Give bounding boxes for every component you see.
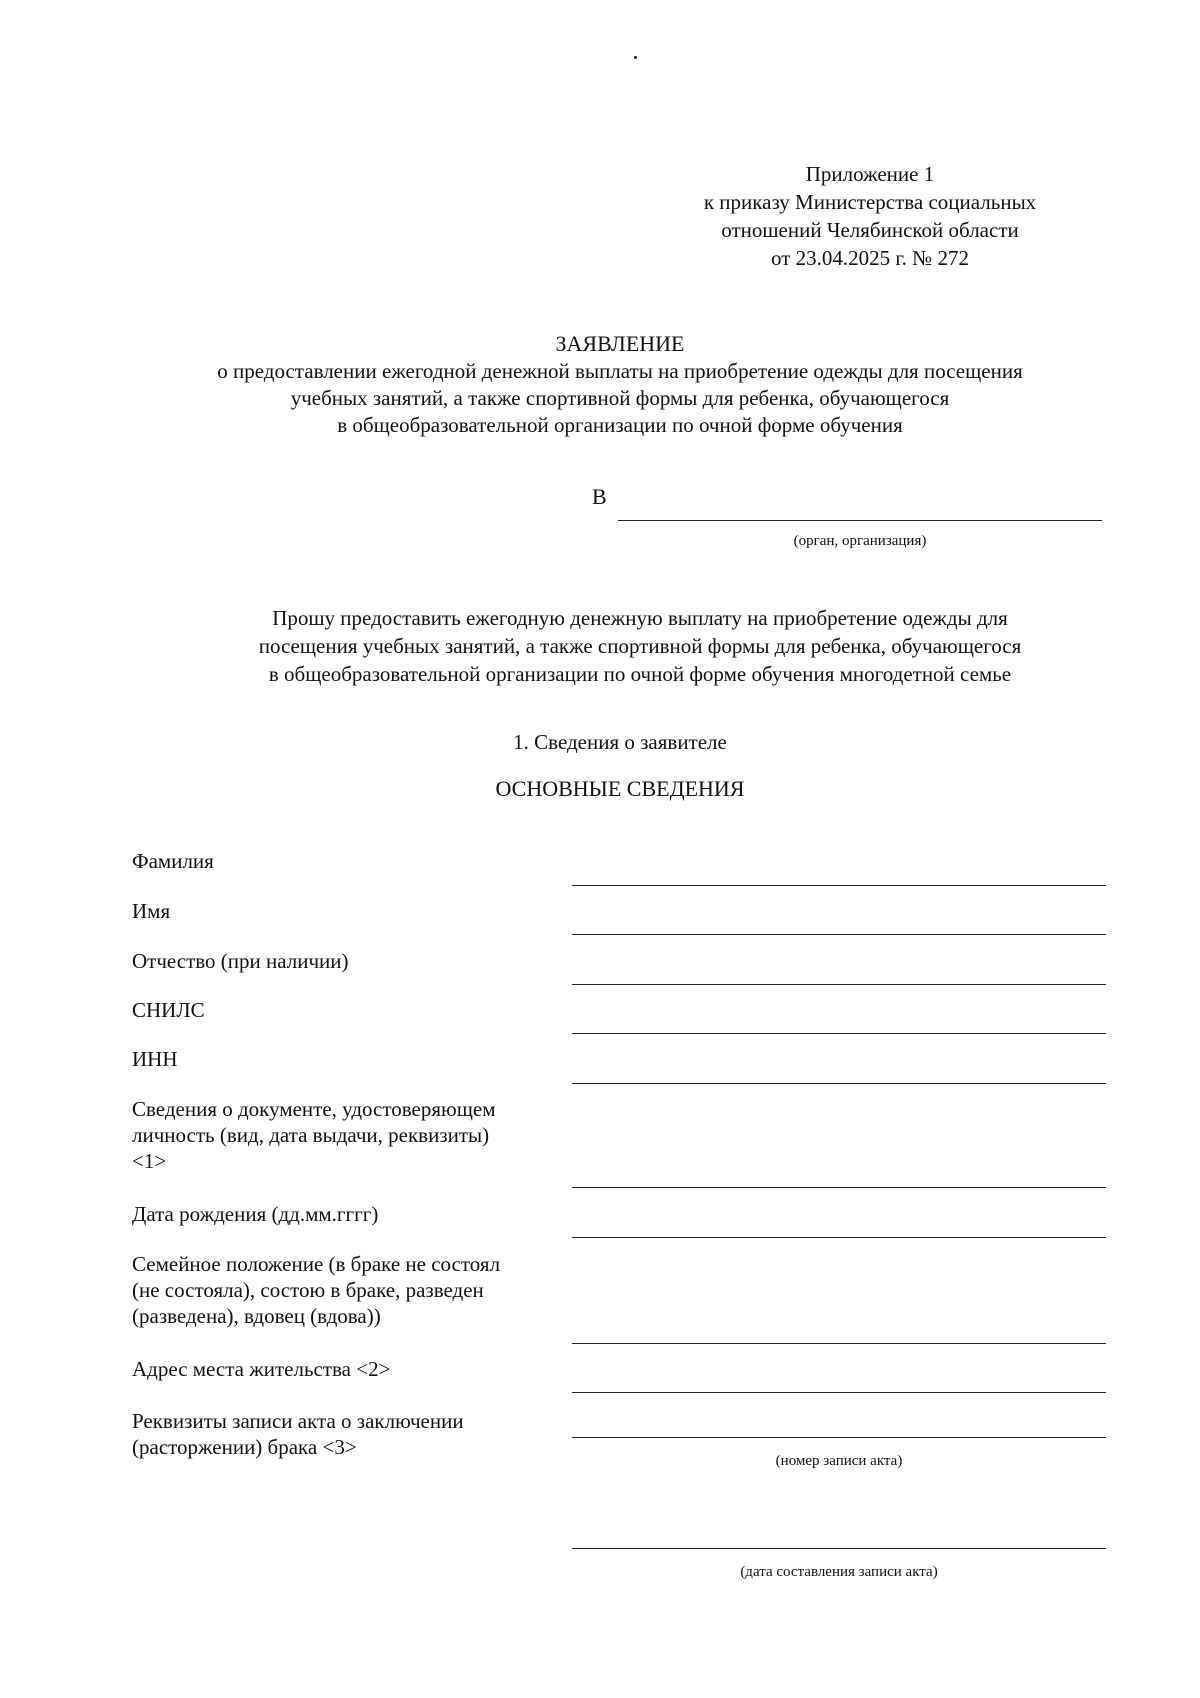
name-label: Имя bbox=[132, 899, 171, 923]
request-line-2: посещения учебных занятий, а также спортивной формы для ребенка, обучающегося bbox=[258, 634, 1022, 658]
patronymic-field[interactable] bbox=[572, 984, 1106, 985]
record-number-caption: (номер записи акта) bbox=[775, 1453, 903, 1469]
address-label: Адрес места жительства <2> bbox=[132, 1357, 391, 1381]
id-document-label-line-2: личность (вид, дата выдачи, реквизиты) bbox=[132, 1123, 490, 1147]
marital-status-label bbox=[132, 1251, 572, 1329]
recipient-field[interactable] bbox=[618, 520, 1102, 521]
marriage-record-label bbox=[132, 1408, 572, 1460]
marital-status-label-line-3: (разведена), вдовец (вдова)) bbox=[132, 1304, 381, 1328]
snils-field[interactable] bbox=[572, 1033, 1106, 1034]
marital-status-label-line-1: Семейное положение (в браке не состоял bbox=[132, 1252, 501, 1276]
request-line-1: Прошу предоставить ежегодную денежную выплату на приобретение одежды для bbox=[272, 606, 1008, 630]
request-text bbox=[120, 604, 1160, 688]
name-field[interactable] bbox=[572, 934, 1106, 935]
section-subtitle: ОСНОВНЫЕ СВЕДЕНИЯ bbox=[495, 776, 745, 801]
appendix-line-3: отношений Челябинской области bbox=[721, 218, 1019, 242]
appendix-line-4: от 23.04.2025 г. № 272 bbox=[771, 246, 969, 270]
record-number-field[interactable] bbox=[572, 1437, 1106, 1438]
document-title: ЗАЯВЛЕНИЕ bbox=[555, 331, 685, 356]
record-date-caption: (дата составления записи акта) bbox=[740, 1564, 938, 1580]
appendix-line-2: к приказу Министерства социальных bbox=[703, 190, 1037, 214]
id-document-field[interactable] bbox=[572, 1187, 1106, 1188]
marital-status-label-line-2: (не состояла), состою в браке, разведен bbox=[132, 1278, 484, 1302]
record-date-field[interactable] bbox=[572, 1548, 1106, 1549]
patronymic-label: Отчество (при наличии) bbox=[132, 949, 349, 973]
birth-date-label: Дата рождения (дд.мм.гггг) bbox=[132, 1202, 379, 1226]
address-field[interactable] bbox=[572, 1392, 1106, 1393]
request-line-3: в общеобразовательной организации по очной форме обучения многодетной семье bbox=[268, 662, 1012, 686]
inn-label: ИНН bbox=[132, 1047, 178, 1071]
marriage-record-label-line-1: Реквизиты записи акта о заключении bbox=[132, 1409, 464, 1433]
id-document-label-line-1: Сведения о документе, удостоверяющем bbox=[132, 1097, 496, 1121]
id-document-label-line-3: <1> bbox=[132, 1149, 167, 1173]
marriage-record-label-line-2: (расторжении) брака <3> bbox=[132, 1435, 357, 1459]
id-document-label bbox=[132, 1096, 572, 1174]
subtitle-line-1: о предоставлении ежегодной денежной выплаты на приобретение одежды для посещения bbox=[217, 359, 1023, 383]
marital-status-field[interactable] bbox=[572, 1343, 1106, 1344]
surname-field[interactable] bbox=[572, 885, 1106, 886]
snils-label: СНИЛС bbox=[132, 998, 205, 1022]
scan-dot bbox=[634, 56, 637, 59]
recipient-caption: (орган, организация) bbox=[793, 533, 927, 549]
subtitle-line-2: учебных занятий, а также спортивной формы для ребенка, обучающегося bbox=[290, 386, 950, 410]
subtitle-line-3: в общеобразовательной организации по очной форме обучения bbox=[337, 413, 903, 437]
section-title: 1. Сведения о заявителе bbox=[513, 730, 727, 754]
recipient-prefix: В bbox=[592, 484, 607, 509]
birth-date-field[interactable] bbox=[572, 1237, 1106, 1238]
surname-label: Фамилия bbox=[132, 849, 214, 873]
appendix-block bbox=[660, 160, 1080, 272]
inn-field[interactable] bbox=[572, 1083, 1106, 1084]
document-subtitle bbox=[100, 358, 1140, 439]
appendix-line-1: Приложение 1 bbox=[805, 162, 935, 186]
